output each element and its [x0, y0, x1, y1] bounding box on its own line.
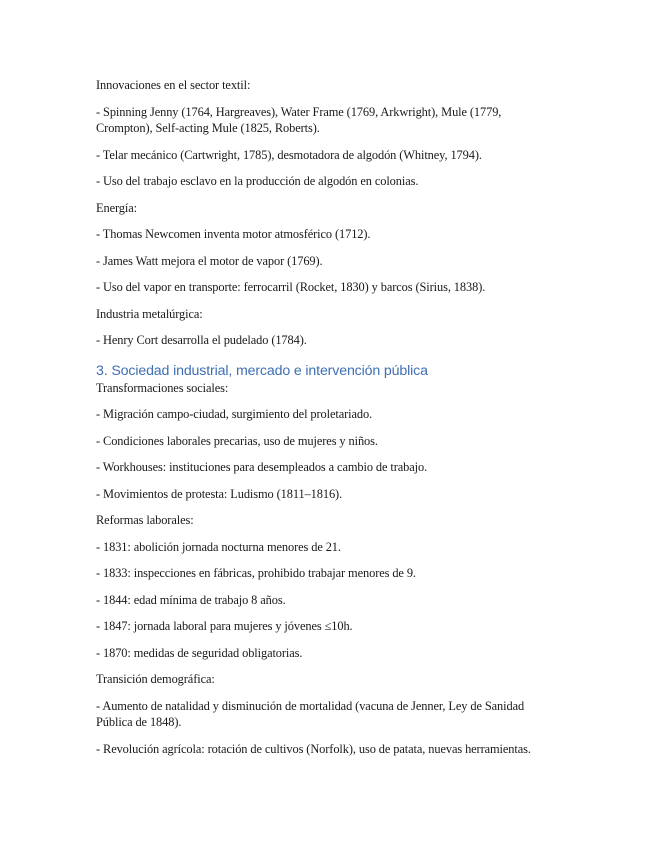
list-item: - Condiciones laborales precarias, uso de mujeres y niños.	[96, 433, 378, 448]
subheading-social: Transformaciones sociales:	[96, 380, 229, 395]
list-item: - Uso del vapor en transporte: ferrocarril (Rocket, 1830) y barcos (Sirius, 1838).	[96, 280, 486, 294]
list-item: - Telar mecánico (Cartwright, 1785), desmotadora de algodón (Whitney, 1794).	[96, 147, 482, 162]
list-item: - 1831: abolición jornada nocturna menores de 21.	[96, 539, 341, 554]
subheading-labor-reforms: Reformas laborales:	[96, 513, 194, 527]
document-page	[96, 77, 556, 767]
list-item: - 1847: jornada laboral para mujeres y jóvenes ≤10h.	[96, 619, 353, 633]
list-item: - Workhouses: instituciones para desempleados a cambio de trabajo.	[96, 460, 428, 474]
list-item: - Aumento de natalidad y disminución de mortalidad (vacuna de Jenner, Ley de Sanidad Pública de 1848).	[96, 698, 525, 729]
list-item: - 1870: medidas de seguridad obligatorias.	[96, 645, 303, 660]
list-item: - James Watt mejora el motor de vapor (1769).	[96, 253, 323, 268]
subheading-demographic: Transición demográfica:	[96, 672, 215, 686]
subheading-textile: Innovaciones en el sector textil:	[96, 78, 251, 92]
list-item: - 1844: edad mínima de trabajo 8 años.	[96, 592, 286, 607]
list-item: - Spinning Jenny (1764, Hargreaves), Water Frame (1769, Arkwright), Mule (1779, Crompton), Self-acting Mule (1825, Roberts).	[96, 104, 502, 135]
list-item: - Thomas Newcomen inventa motor atmosférico (1712).	[96, 227, 371, 241]
list-item: - Uso del trabajo esclavo en la producción de algodón en colonias.	[96, 174, 419, 188]
section-heading: 3. Sociedad industrial, mercado e intervención pública	[96, 362, 428, 379]
list-item: - Migración campo-ciudad, surgimiento del proletariado.	[96, 407, 373, 421]
subheading-metallurgy: Industria metalúrgica:	[96, 306, 203, 321]
list-item: - Movimientos de protesta: Ludismo (1811–1816).	[96, 486, 343, 501]
subheading-energy: Energía:	[96, 200, 137, 215]
list-item: - 1833: inspecciones en fábricas, prohibido trabajar menores de 9.	[96, 566, 416, 580]
list-item: - Revolución agrícola: rotación de cultivos (Norfolk), uso de patata, nuevas herramientas.	[96, 741, 531, 756]
list-item: - Henry Cort desarrolla el pudelado (1784).	[96, 333, 307, 347]
